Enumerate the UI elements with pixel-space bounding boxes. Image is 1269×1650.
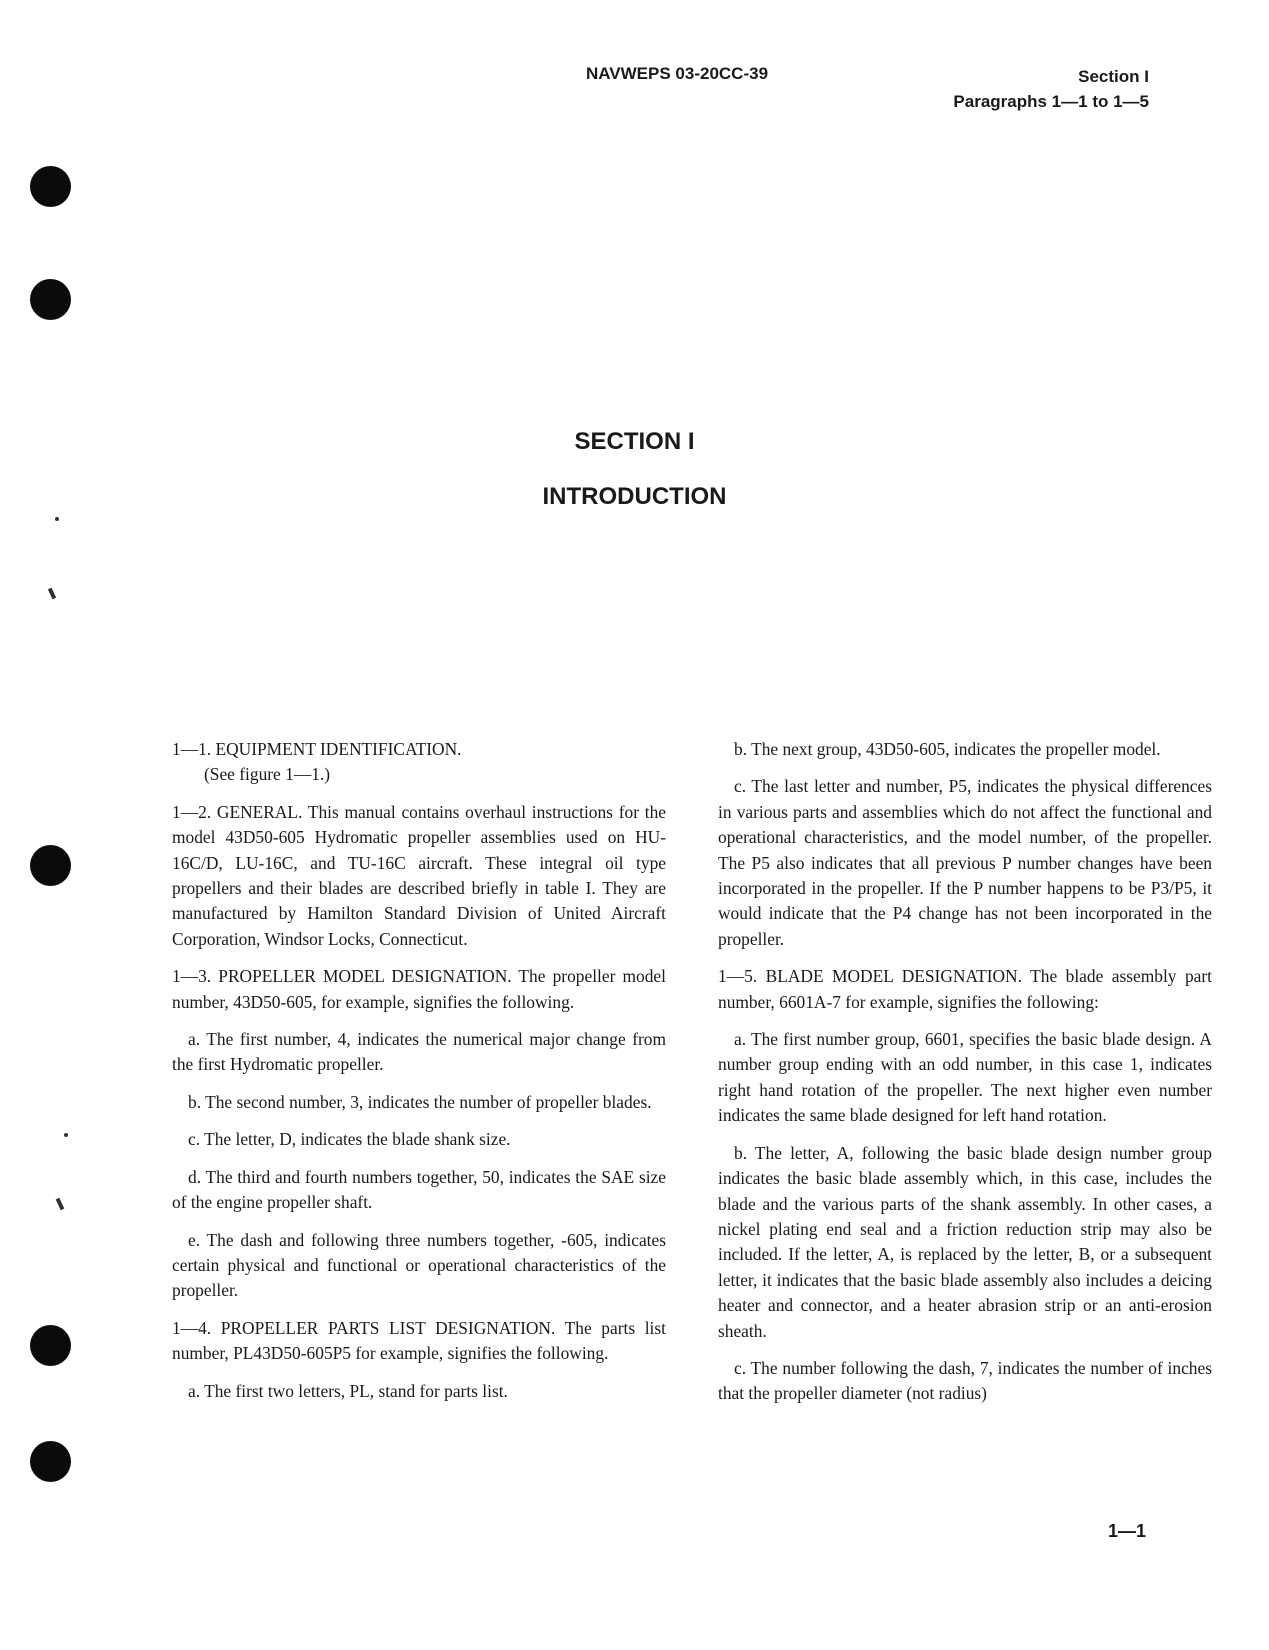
paragraph-1-5-c: c. The number following the dash, 7, indicates the number of inches that the propeller diameter (not radius) bbox=[718, 1357, 1212, 1404]
paragraph-1-5: 1—5. BLADE MODEL DESIGNATION. The blade assembly part number, 6601A-7 for example, signifies the following: bbox=[718, 966, 1212, 1012]
binder-hole bbox=[30, 166, 71, 207]
paragraph-1-1 bbox=[172, 737, 666, 788]
section-title: SECTION I bbox=[574, 428, 695, 455]
paragraph-1-4-a: a. The first two letters, PL, stand for parts list. bbox=[188, 1380, 508, 1401]
paragraph-1-3-c: c. The letter, D, indicates the blade shank size. bbox=[188, 1129, 511, 1150]
paragraph-1-3-a: a. The first number, 4, indicates the numerical major change from the first Hydromatic propeller. bbox=[172, 1029, 666, 1075]
binder-hole bbox=[30, 279, 71, 320]
document-number: NAVWEPS 03-20CC-39 bbox=[586, 64, 769, 83]
paragraph-1-3: 1—3. PROPELLER MODEL DESIGNATION. The propeller model number, 43D50-605, for example, signifies the following. bbox=[172, 966, 666, 1012]
binder-hole bbox=[30, 845, 71, 886]
paragraph-1-3-b: b. The second number, 3, indicates the number of propeller blades. bbox=[188, 1091, 652, 1112]
page-number: 1—1 bbox=[1107, 1521, 1146, 1541]
paragraph-range: Paragraphs 1—1 to 1—5 bbox=[953, 92, 1149, 111]
right-column bbox=[718, 737, 1212, 1419]
paragraph-1-4-b: b. The next group, 43D50-605, indicates the propeller model. bbox=[734, 739, 1161, 759]
binder-hole bbox=[30, 1441, 71, 1482]
paragraph-1-3-d: d. The third and fourth numbers together, 50, indicates the SAE size of the engine propeller shaft. bbox=[172, 1166, 666, 1213]
paragraph-1-4: 1—4. PROPELLER PARTS LIST DESIGNATION. The parts list number, PL43D50-605P5 for example, signifies the following. bbox=[172, 1317, 666, 1364]
section-name: INTRODUCTION bbox=[542, 483, 727, 510]
binder-hole bbox=[30, 1325, 71, 1366]
scan-speck bbox=[55, 517, 59, 521]
left-column bbox=[172, 737, 666, 1416]
paragraph-1-5-a: a. The first number group, 6601, specifies the basic blade design. A number group ending with an odd number, in this case 1, indicates right hand rotation of the propeller. The next higher even number indicates the same blade designed for left hand rotation. bbox=[718, 1029, 1212, 1126]
section-header bbox=[953, 64, 1149, 114]
paragraph-1-4-c: c. The last letter and number, P5, indicates the physical differences in various parts and assemblies which do not affect the functional and operational characteristics, and the model number, of the propeller. The P5 also indicates that all previous P number changes have been incorporated in the propeller. If the P number happens to be P3/P5, it would indicate that the P4 change has not been incorporated in the propeller. bbox=[718, 776, 1212, 949]
paragraph-1-2: 1—2. GENERAL. This manual contains overhaul instructions for the model 43D50-605 Hydromatic propeller assemblies used on HU-16C/D, LU-16C, and TU-16C aircraft. These integral oil type propellers and their blades are described briefly in table I. They are manufactured by Hamilton Standard Division of United Aircraft Corporation, Windsor Locks, Connecticut. bbox=[172, 801, 666, 949]
figure-reference: (See figure 1—1.) bbox=[204, 764, 331, 785]
paragraph-1-1-heading: 1—1. EQUIPMENT IDENTIFICATION. bbox=[172, 739, 462, 759]
scan-speck bbox=[64, 1133, 68, 1137]
section-label: Section I bbox=[1078, 67, 1149, 86]
scan-speck bbox=[48, 588, 56, 600]
paragraph-1-5-b: b. The letter, A, following the basic blade design number group indicates the basic blade assembly which, in this case, includes the blade and the various parts of the shank assembly. In other cases, a nickel plating end seal and a friction reduction strip may also be included. If the letter, A, is replaced by the letter, B, or a subsequent letter, it indicates that the basic blade assembly also includes a deicing heater and connector, and a heater abrasion strip or an anti-erosion sheath. bbox=[718, 1142, 1212, 1341]
paragraph-1-3-e: e. The dash and following three numbers together, -605, indicates certain physical and functional or operational characteristics of the propeller. bbox=[172, 1229, 666, 1301]
scan-speck bbox=[56, 1198, 65, 1211]
